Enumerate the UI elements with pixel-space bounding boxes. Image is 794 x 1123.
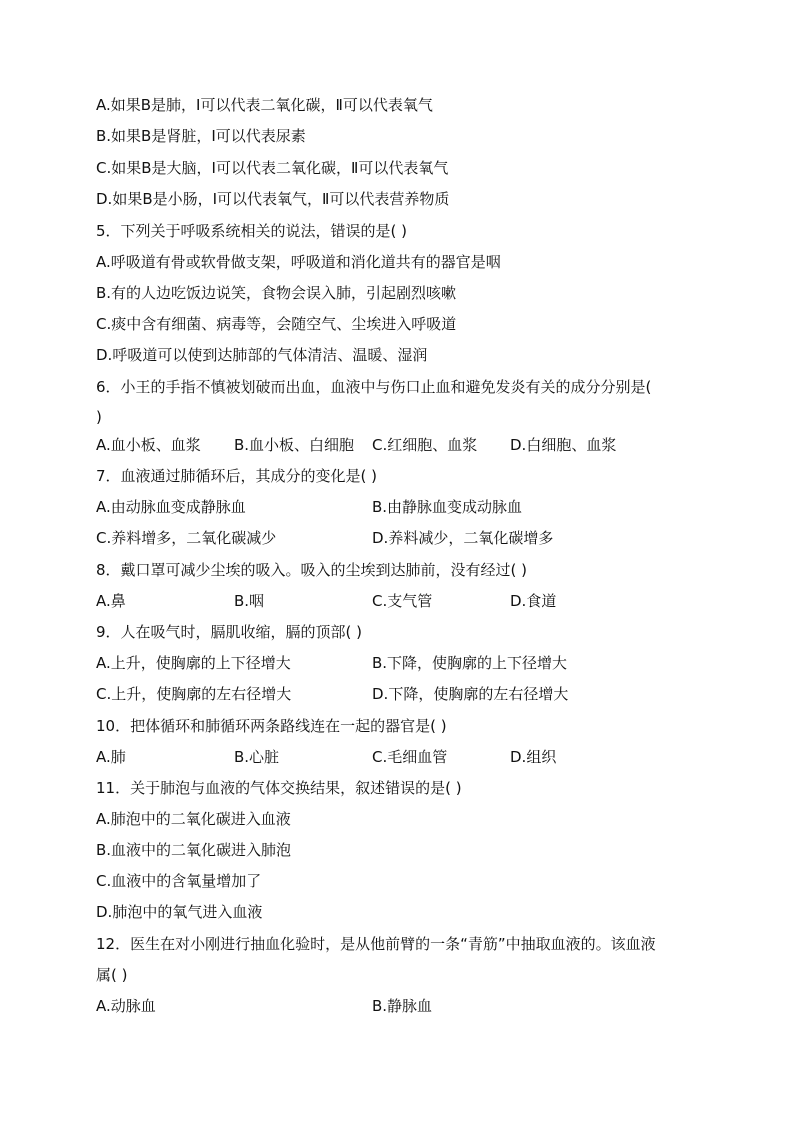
q7-option-d: D.养料减少，二氧化碳增多 <box>372 529 554 547</box>
q7-option-c: C.养料增多，二氧化碳减少 <box>96 529 277 547</box>
q6-stem-continued: ) <box>96 408 102 426</box>
q10-option-b: B.心脏 <box>234 748 280 766</box>
q4-option-b: B.如果B是肾脏，Ⅰ可以代表尿素 <box>96 127 306 145</box>
q10-option-c: C.毛细血管 <box>372 748 448 766</box>
q9-option-b: B.下降，使胸廓的上下径增大 <box>372 654 568 672</box>
q10-stem: 10．把体循环和肺循环两条路线连在一起的器官是( ) <box>96 717 447 735</box>
q12-stem: 12．医生在对小刚进行抽血化验时，是从他前臂的一条“青筋”中抽取血液的。该血液 <box>96 935 656 953</box>
q5-option-d: D.呼吸道可以使到达肺部的气体清洁、温暖、湿润 <box>96 346 428 364</box>
q8-option-b: B.咽 <box>234 592 265 610</box>
q12-option-b: B.静脉血 <box>372 997 433 1015</box>
q8-stem: 8．戴口罩可减少尘埃的吸入。吸入的尘埃到达肺前，没有经过( ) <box>96 561 528 579</box>
q9-stem: 9．人在吸气时，膈肌收缩，膈的顶部( ) <box>96 623 363 641</box>
q11-option-d: D.肺泡中的氧气进入血液 <box>96 903 263 921</box>
q9-option-d: D.下降，使胸廓的左右径增大 <box>372 685 569 703</box>
q10-option-d: D.组织 <box>510 748 557 766</box>
q12-option-a: A.动脉血 <box>96 997 156 1015</box>
q6-stem: 6．小王的手指不慎被划破而出血，血液中与伤口止血和避免发炎有关的成分分别是( <box>96 378 652 396</box>
q9-option-c: C.上升，使胸廓的左右径增大 <box>96 685 292 703</box>
q6-option-a: A.血小板、血浆 <box>96 436 201 454</box>
q5-option-b: B.有的人边吃饭边说笑，食物会误入肺，引起剧烈咳嗽 <box>96 284 457 302</box>
q7-option-a: A.由动脉血变成静脉血 <box>96 498 246 516</box>
q11-stem: 11．关于肺泡与血液的气体交换结果，叙述错误的是( ) <box>96 779 462 797</box>
q9-option-a: A.上升，使胸廓的上下径增大 <box>96 654 291 672</box>
q6-option-b: B.血小板、白细胞 <box>234 436 355 454</box>
q11-option-b: B.血液中的二氧化碳进入肺泡 <box>96 841 292 859</box>
q6-options <box>96 434 698 456</box>
q7-options-row2 <box>96 527 698 549</box>
q9-options-row1 <box>96 652 698 674</box>
q8-option-c: C.支气管 <box>372 592 433 610</box>
q11-option-a: A.肺泡中的二氧化碳进入血液 <box>96 810 291 828</box>
q4-option-c: C.如果B是大脑，Ⅰ可以代表二氧化碳，Ⅱ可以代表氧气 <box>96 159 449 177</box>
q12-options <box>96 995 698 1017</box>
q7-options-row1 <box>96 496 698 518</box>
q10-options <box>96 746 698 768</box>
q4-option-a: A.如果B是肺，Ⅰ可以代表二氧化碳，Ⅱ可以代表氧气 <box>96 96 433 114</box>
q12-stem-continued: 属( ) <box>96 966 128 984</box>
q8-option-d: D.食道 <box>510 592 557 610</box>
q9-options-row2 <box>96 683 698 705</box>
q7-stem: 7．血液通过肺循环后，其成分的变化是( ) <box>96 467 378 485</box>
q5-stem: 5．下列关于呼吸系统相关的说法，错误的是( ) <box>96 222 408 240</box>
q6-option-d: D.白细胞、血浆 <box>510 436 617 454</box>
q7-option-b: B.由静脉血变成动脉血 <box>372 498 523 516</box>
q8-option-a: A.鼻 <box>96 592 126 610</box>
q4-option-d: D.如果B是小肠，Ⅰ可以代表氧气，Ⅱ可以代表营养物质 <box>96 190 450 208</box>
q6-option-c: C.红细胞、血浆 <box>372 436 478 454</box>
q8-options <box>96 590 698 612</box>
q5-option-c: C.痰中含有细菌、病毒等，会随空气、尘埃进入呼吸道 <box>96 315 457 333</box>
q11-option-c: C.血液中的含氧量增加了 <box>96 872 262 890</box>
q5-option-a: A.呼吸道有骨或软骨做支架，呼吸道和消化道共有的器官是咽 <box>96 253 501 271</box>
q10-option-a: A.肺 <box>96 748 126 766</box>
